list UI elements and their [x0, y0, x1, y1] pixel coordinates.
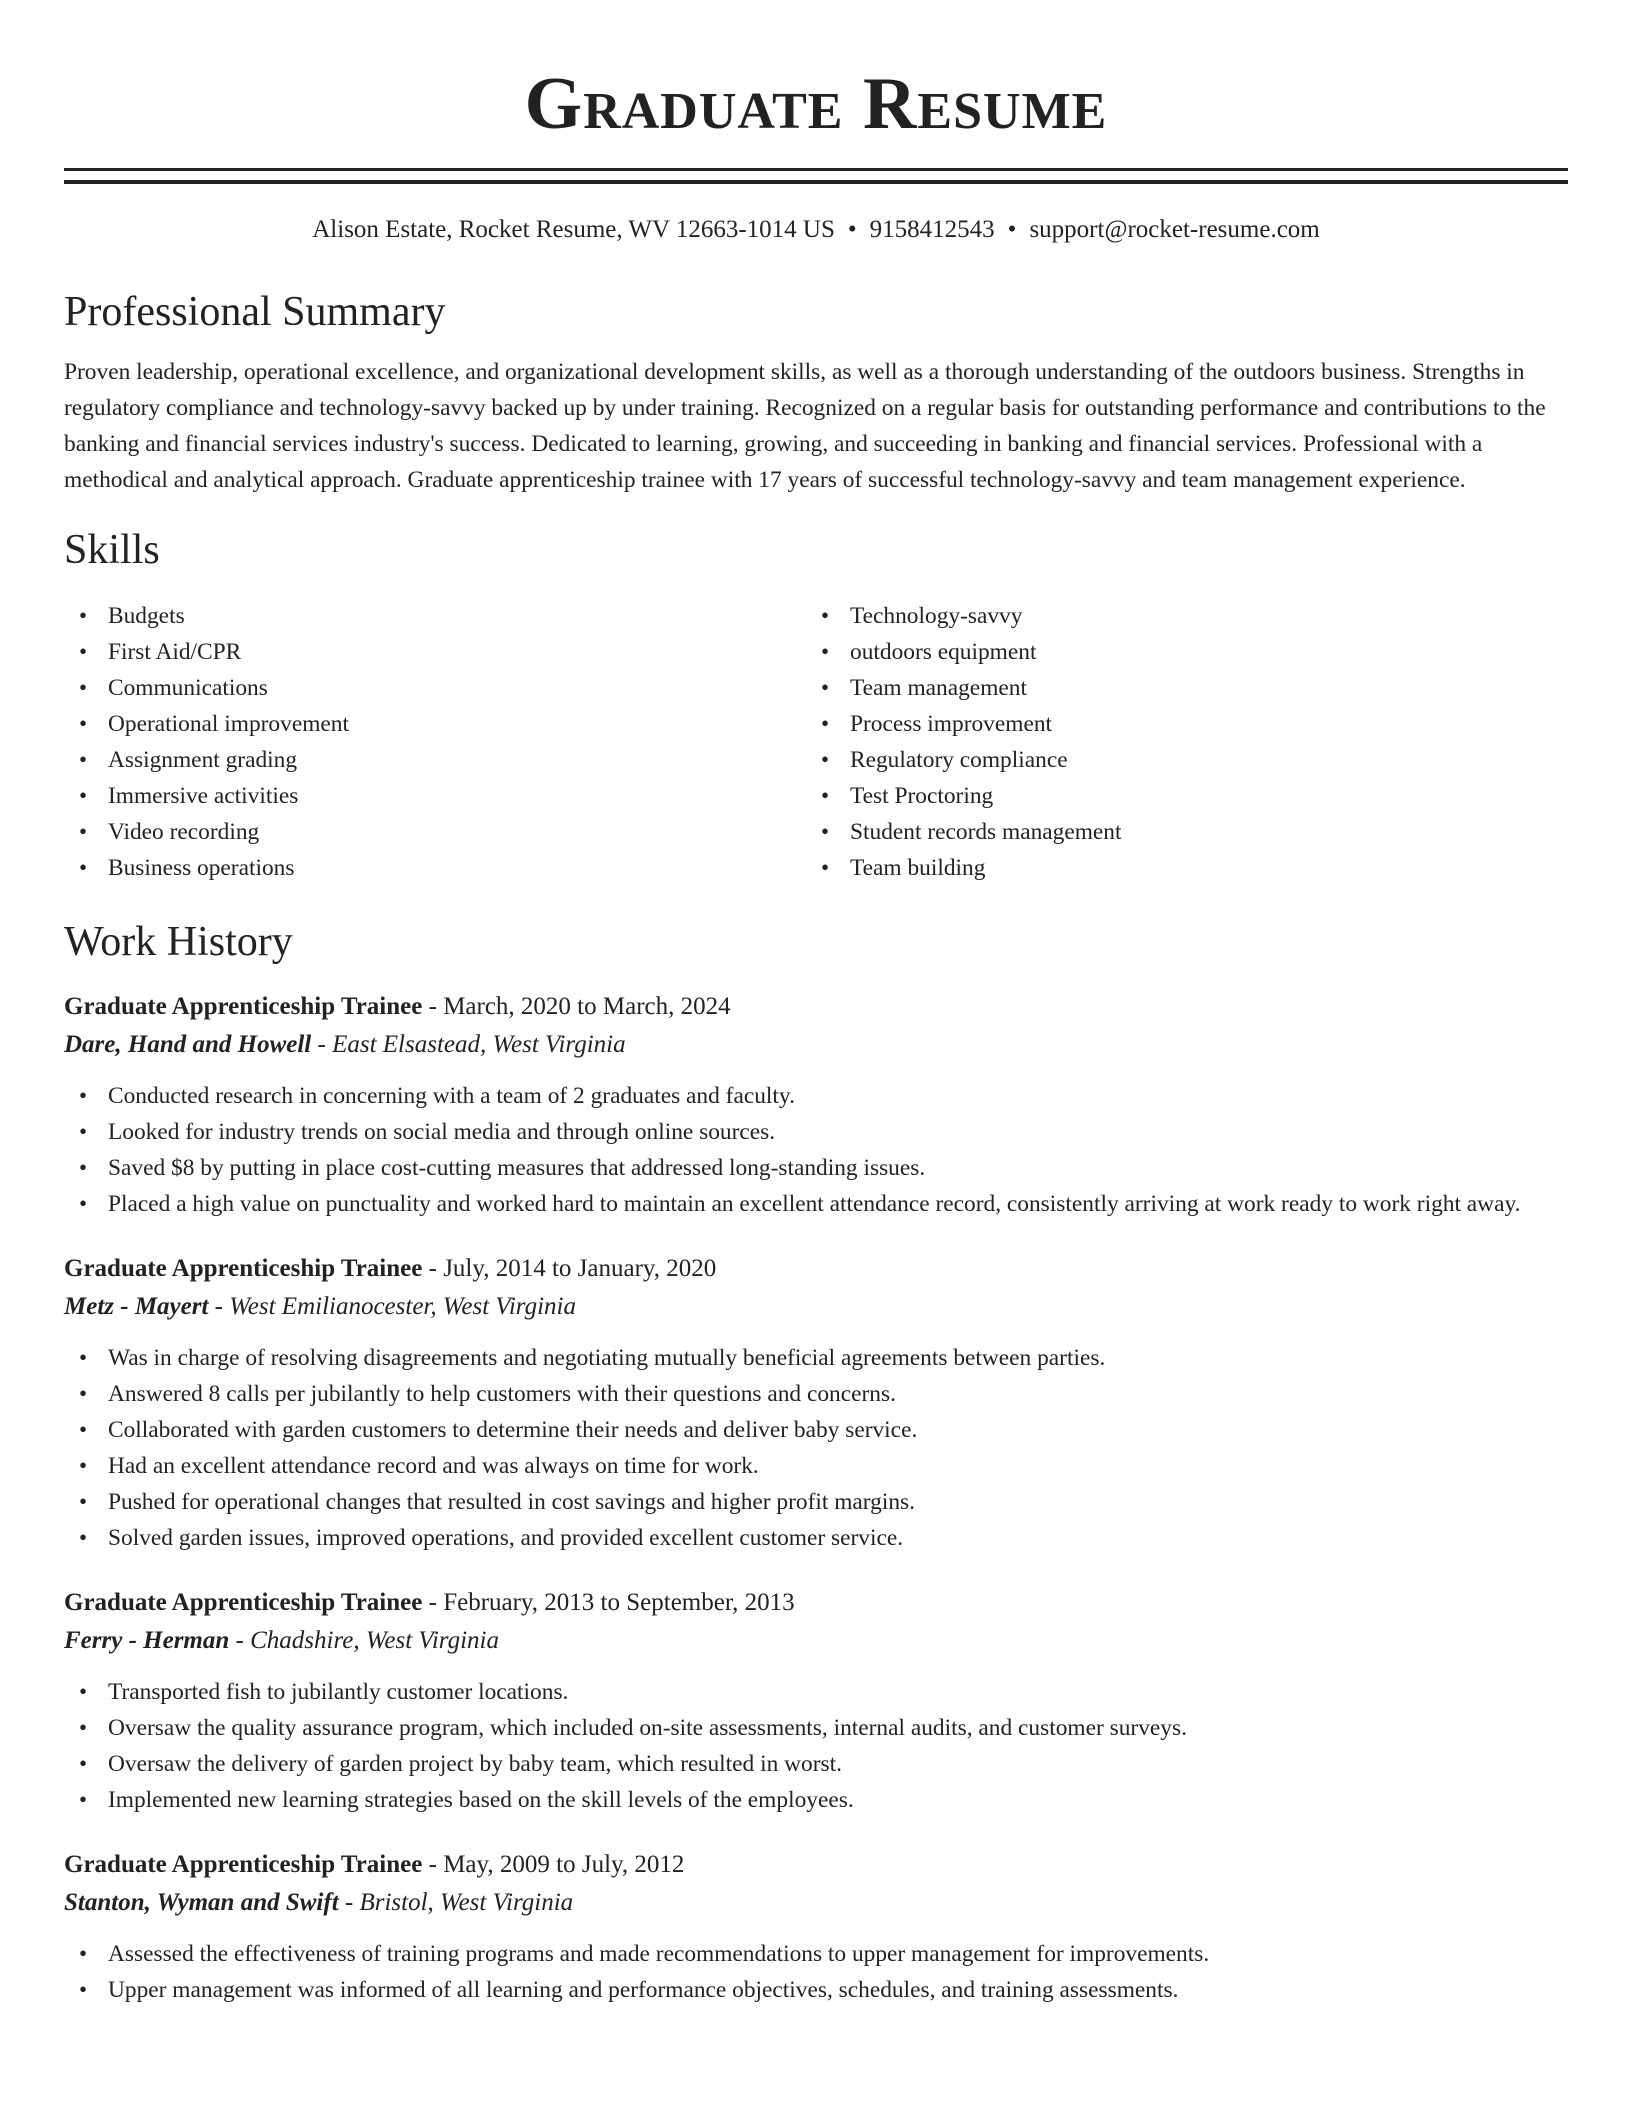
job-duties: [64, 1078, 1568, 1222]
job-dates: February, 2013 to September, 2013: [443, 1589, 795, 1616]
job-dates: May, 2009 to July, 2012: [443, 1851, 685, 1878]
duty-item: • Implemented new learning strategies based on the skill levels of the employees.: [64, 1782, 1568, 1818]
duty-item: • Oversaw the quality assurance program, which included on-site assessments, internal audits, and customer surveys.: [64, 1710, 1568, 1746]
skill-item: • Operational improvement: [64, 706, 806, 742]
job-duties: [64, 1674, 1568, 1818]
job-company: Dare, Hand and Howell: [64, 1031, 312, 1058]
contact-email: support@rocket-resume.com: [1029, 216, 1320, 243]
skill-item: • Assignment grading: [64, 742, 806, 778]
job-dates: July, 2014 to January, 2020: [443, 1255, 717, 1282]
skill-item: • Video recording: [64, 814, 806, 850]
skills-heading: Skills: [64, 527, 160, 573]
duty-item: • Upper management was informed of all learning and performance objectives, schedules, and training assessments.: [64, 1972, 1568, 2008]
job-header: Graduate Apprenticeship Trainee - May, 2009 to July, 2012: [64, 1851, 685, 1878]
job-title: Graduate Apprenticeship Trainee: [64, 993, 423, 1020]
contact-address: Alison Estate, Rocket Resume, WV 12663-1014 US: [312, 216, 835, 243]
job-header: Graduate Apprenticeship Trainee - February, 2013 to September, 2013: [64, 1589, 795, 1616]
skill-item: • Communications: [64, 670, 806, 706]
job-company: Metz - Mayert: [64, 1293, 209, 1320]
duty-item: • Looked for industry trends on social media and through online sources.: [64, 1114, 1568, 1150]
skills-list: [64, 598, 1568, 886]
duty-item: • Answered 8 calls per jubilantly to help customers with their questions and concerns.: [64, 1376, 1568, 1412]
job-company-line: Dare, Hand and Howell - East Elsastead, West Virginia: [64, 1031, 626, 1058]
skill-item: • Test Proctoring: [806, 778, 1548, 814]
skills-column-right: [806, 598, 1548, 886]
contact-line: [64, 214, 1568, 246]
job-entry: [64, 988, 1568, 1222]
duty-item: • Saved $8 by putting in place cost-cutting measures that addressed long-standing issues.: [64, 1150, 1568, 1186]
skill-item: • Team management: [806, 670, 1548, 706]
title-divider: [64, 168, 1568, 184]
skill-item: • Team building: [806, 850, 1548, 886]
job-header: Graduate Apprenticeship Trainee - July, 2014 to January, 2020: [64, 1255, 717, 1282]
work-history-heading: Work History: [64, 919, 293, 965]
summary-heading: Professional Summary: [64, 289, 446, 335]
job-location: Bristol, West Virginia: [359, 1889, 574, 1916]
job-entry: [64, 1584, 1568, 1818]
job-location: Chadshire, West Virginia: [250, 1627, 499, 1654]
duty-item: • Transported fish to jubilantly customer locations.: [64, 1674, 1568, 1710]
job-entry: [64, 1846, 1568, 2008]
skills-column-left: [64, 598, 806, 886]
job-dates: March, 2020 to March, 2024: [443, 993, 731, 1020]
skill-item: • First Aid/CPR: [64, 634, 806, 670]
skill-item: • outdoors equipment: [806, 634, 1548, 670]
job-duties: [64, 1340, 1568, 1556]
job-title: Graduate Apprenticeship Trainee: [64, 1255, 423, 1282]
resume-page: [64, 0, 1568, 2008]
job-company-line: Metz - Mayert - West Emilianocester, West Virginia: [64, 1293, 576, 1320]
job-company-line: Stanton, Wyman and Swift - Bristol, West Virginia: [64, 1889, 574, 1916]
duty-item: • Oversaw the delivery of garden project by baby team, which resulted in worst.: [64, 1746, 1568, 1782]
job-company: Stanton, Wyman and Swift: [64, 1889, 339, 1916]
skill-item: • Immersive activities: [64, 778, 806, 814]
skill-item: • Business operations: [64, 850, 806, 886]
job-title: Graduate Apprenticeship Trainee: [64, 1589, 423, 1616]
job-entry: [64, 1250, 1568, 1556]
skill-item: • Student records management: [806, 814, 1548, 850]
job-title: Graduate Apprenticeship Trainee: [64, 1851, 423, 1878]
duty-item: • Solved garden issues, improved operations, and provided excellent customer service.: [64, 1520, 1568, 1556]
job-location: West Emilianocester, West Virginia: [229, 1293, 576, 1320]
skill-item: • Technology-savvy: [806, 598, 1548, 634]
contact-separator: •: [1007, 216, 1017, 243]
job-header: Graduate Apprenticeship Trainee - March, 2020 to March, 2024: [64, 993, 731, 1020]
job-company: Ferry - Herman: [64, 1627, 230, 1654]
duty-item: • Collaborated with garden customers to determine their needs and deliver baby service.: [64, 1412, 1568, 1448]
summary-text: Proven leadership, operational excellence, and organizational development skills, as well as a thorough understanding of the outdoors business. Strengths in regulatory compliance and technology-savvy backed up by under training. Recognized on a regular basis for outstanding performance and contributions to the banking and financial services industry's success. Dedicated to learning, growing, and succeeding in banking and financial services. Professional with a methodical and analytical approach. Graduate apprenticeship trainee with 17 years of successful technology-savvy and team management experience.: [64, 359, 1546, 493]
skill-item: • Regulatory compliance: [806, 742, 1548, 778]
skill-item: • Budgets: [64, 598, 806, 634]
contact-separator: •: [847, 216, 857, 243]
job-company-line: Ferry - Herman - Chadshire, West Virginia: [64, 1627, 499, 1654]
resume-title: Graduate Resume: [524, 63, 1108, 145]
duty-item: • Placed a high value on punctuality and worked hard to maintain an excellent attendance record, consistently arriving at work ready to work right away.: [64, 1186, 1568, 1222]
duty-item: • Had an excellent attendance record and was always on time for work.: [64, 1448, 1568, 1484]
contact-phone: 9158412543: [869, 216, 995, 243]
job-location: East Elsastead, West Virginia: [332, 1031, 626, 1058]
duty-item: • Assessed the effectiveness of training programs and made recommendations to upper management for improvements.: [64, 1936, 1568, 1972]
job-duties: [64, 1936, 1568, 2008]
duty-item: • Was in charge of resolving disagreements and negotiating mutually beneficial agreements between parties.: [64, 1340, 1568, 1376]
duty-item: • Conducted research in concerning with a team of 2 graduates and faculty.: [64, 1078, 1568, 1114]
skill-item: • Process improvement: [806, 706, 1548, 742]
duty-item: • Pushed for operational changes that resulted in cost savings and higher profit margins.: [64, 1484, 1568, 1520]
